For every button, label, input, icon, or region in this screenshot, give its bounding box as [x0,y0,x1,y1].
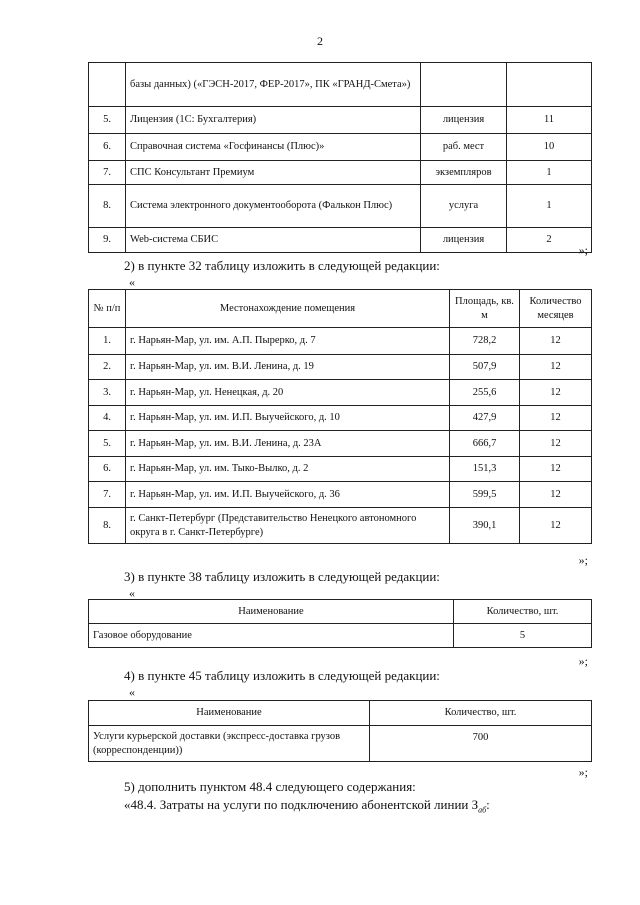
row-number: 6. [89,457,126,482]
header-quantity: Количество, шт. [454,600,592,624]
closing-quote: »; [578,553,588,567]
software-name: СПС Консультант Премиум [126,161,421,185]
table-row [89,406,592,431]
unit: раб. мест [421,134,507,161]
row-number: 8. [89,185,126,228]
unit: экземпляров [421,161,507,185]
months: 12 [520,355,592,380]
page-number: 2 [317,34,323,48]
table-row [89,185,592,228]
location: г. Нарьян-Мар, ул. им. И.П. Выучейского, д. 10 [126,406,450,431]
opening-quote: « [129,275,135,289]
location: г. Санкт-Петербург (Представительство Ненецкого автономного округа в г. Санкт-Петербурге) [126,508,450,544]
location: г. Нарьян-Мар, ул. им. Тыко-Вылко, д. 2 [126,457,450,482]
header-name: Наименование [89,701,370,726]
unit: лицензия [421,107,507,134]
quantity: 11 [507,107,592,134]
subscript: аб [478,805,487,815]
equipment-table [88,599,592,648]
months: 12 [520,457,592,482]
area: 599,5 [450,482,520,508]
row-number: 1. [89,328,126,355]
location: г. Нарьян-Мар, ул. им. А.П. Пырерко, д. 7 [126,328,450,355]
table-row [89,328,592,355]
closing-quote: »; [578,243,588,257]
header-quantity: Количество, шт. [370,701,592,726]
table-row [89,482,592,508]
quantity: 700 [370,726,592,762]
row-number: 5. [89,107,126,134]
area: 255,6 [450,380,520,406]
closing-quote: »; [578,654,588,668]
item-name: Газовое оборудование [89,624,454,648]
months: 12 [520,508,592,544]
table-row [89,355,592,380]
header-months: Количество месяцев [520,290,592,328]
table-row [89,624,592,648]
row-number [89,63,126,107]
table-row [89,161,592,185]
quantity [507,63,592,107]
months: 12 [520,482,592,508]
item-3-text: 3) в пункте 38 таблицу изложить в следующей редакции: [124,569,440,584]
area: 666,7 [450,431,520,457]
quantity: 1 [507,161,592,185]
opening-quote: « [129,685,135,699]
quantity: 5 [454,624,592,648]
months: 12 [520,380,592,406]
header-location: Местонахождение помещения [126,290,450,328]
row-number: 4. [89,406,126,431]
table-header-row [89,290,592,328]
unit: лицензия [421,228,507,253]
software-name: Система электронного документооборота (Фалькон Плюс) [126,185,421,228]
unit: услуга [421,185,507,228]
months: 12 [520,431,592,457]
closing-quote: »; [578,765,588,779]
row-number: 8. [89,508,126,544]
software-name: Web-система СБИС [126,228,421,253]
opening-quote: « [129,586,135,600]
quantity: 10 [507,134,592,161]
table-row [89,134,592,161]
unit [421,63,507,107]
row-number: 5. [89,431,126,457]
location: г. Нарьян-Мар, ул. Ненецкая, д. 20 [126,380,450,406]
table-row [89,63,592,107]
table-row [89,508,592,544]
months: 12 [520,328,592,355]
table-row [89,431,592,457]
header-name: Наименование [89,600,454,624]
item-5-text: 5) дополнить пунктом 48.4 следующего содержания: [124,779,416,794]
row-number: 3. [89,380,126,406]
quantity: 2 [507,228,592,253]
software-name: Лицензия (1С: Бухгалтерия) [126,107,421,134]
courier-table [88,700,592,762]
header-area: Площадь, кв. м [450,290,520,328]
area: 728,2 [450,328,520,355]
location: г. Нарьян-Мар, ул. им. В.И. Ленина, д. 23А [126,431,450,457]
location: г. Нарьян-Мар, ул. им. В.И. Ленина, д. 19 [126,355,450,380]
quantity: 1 [507,185,592,228]
table-row [89,726,592,762]
software-table [88,62,592,253]
table-row [89,228,592,253]
row-number: 9. [89,228,126,253]
area: 390,1 [450,508,520,544]
table-row [89,107,592,134]
item-5-subparagraph-text: «48.4. Затраты на услуги по подключению абонентской линии З [124,797,479,812]
table-header-row [89,701,592,726]
premises-table [88,289,592,544]
software-name: базы данных) («ГЭСН-2017, ФЕР-2017», ПК «ГРАНД-Смета») [126,63,421,107]
area: 151,3 [450,457,520,482]
item-5-subparagraph [124,797,490,815]
table-row [89,457,592,482]
row-number: 2. [89,355,126,380]
area: 427,9 [450,406,520,431]
row-number: 6. [89,134,126,161]
months: 12 [520,406,592,431]
row-number: 7. [89,161,126,185]
item-4-text: 4) в пункте 45 таблицу изложить в следующей редакции: [124,668,440,683]
header-number: № п/п [89,290,126,328]
item-5-subparagraph-tail: : [486,797,490,812]
row-number: 7. [89,482,126,508]
table-header-row [89,600,592,624]
location: г. Нарьян-Мар, ул. им. И.П. Выучейского, д. 36 [126,482,450,508]
software-name: Справочная система «Госфинансы (Плюс)» [126,134,421,161]
table-row [89,380,592,406]
item-2-text: 2) в пункте 32 таблицу изложить в следующей редакции: [124,258,440,273]
area: 507,9 [450,355,520,380]
item-name: Услуги курьерской доставки (экспресс-доставка грузов (корреспонденции)) [89,726,370,762]
